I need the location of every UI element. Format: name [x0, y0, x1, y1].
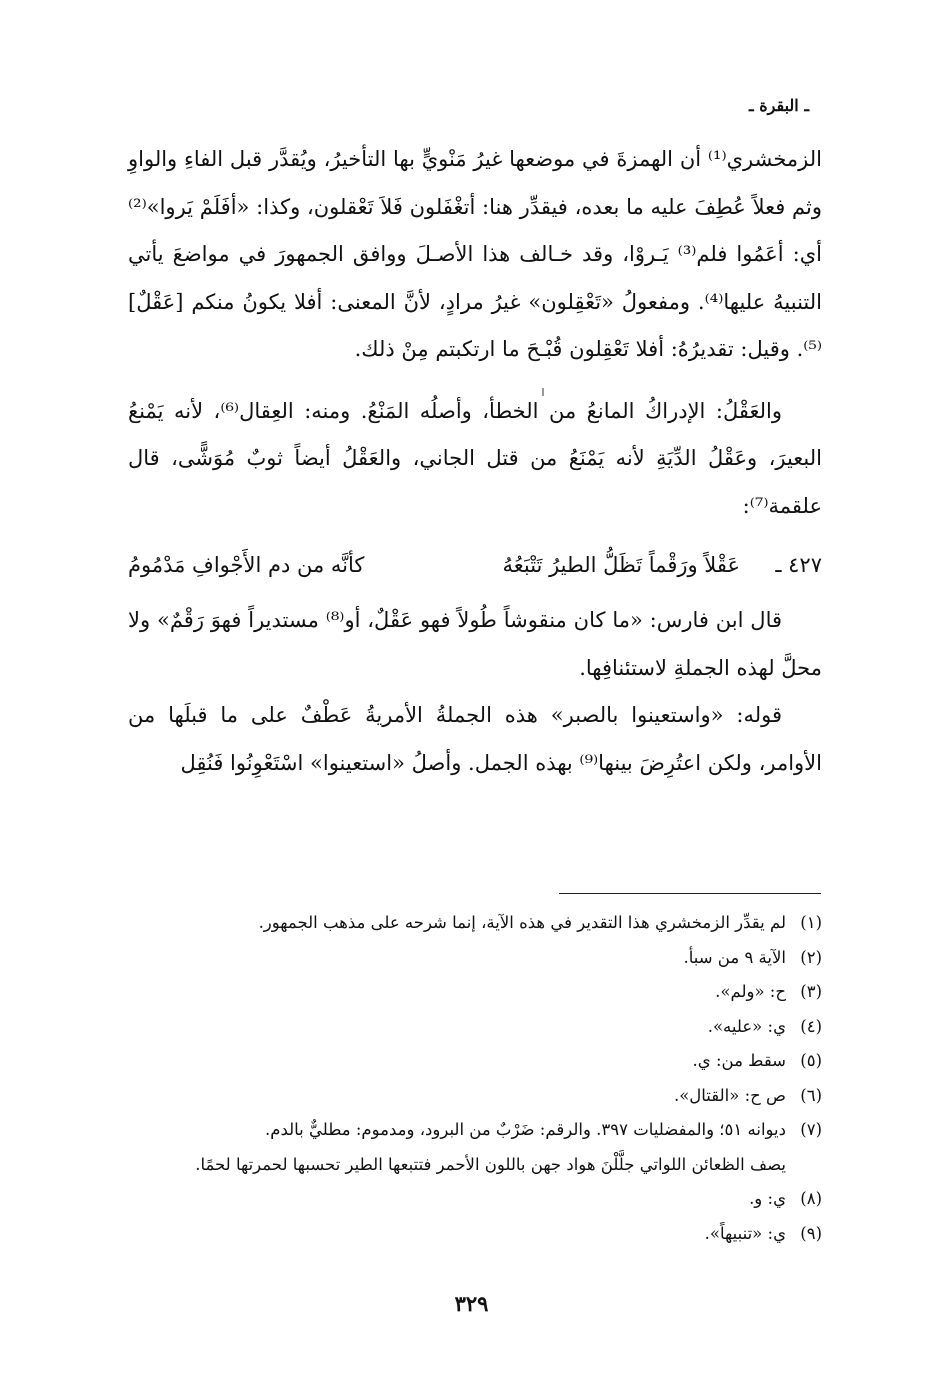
footnote-number: (٣): [800, 982, 822, 1001]
footnote-text: ص ح: «القتال».: [673, 1085, 786, 1105]
footnotes: [128, 906, 822, 1251]
print-speck: [542, 388, 544, 396]
running-header: ـ البقرة ـ: [749, 96, 809, 115]
footnote-number: (٦): [800, 1085, 822, 1105]
footnote-line: يصف الظعائن اللواتي جلَّلْنَ هواد جهن باللون الأحمر فتتبعها الطير تحسبها لحمرتها لحمًا.: [195, 1154, 786, 1174]
footnote-number: (١): [800, 913, 822, 932]
footnote-number: (٤): [800, 1016, 822, 1036]
paragraph: قال ابن فارس: «ما كان منقوشاً طُولاً فهو عَقْلٌ، أو⁽⁸⁾ مستديراً فهوَ رَقْمٌ» ولا محلَّ لهذه الجملةِ لاستئنافِها.: [128, 608, 822, 680]
footnote-text: ي: «تنبيهاً».: [704, 1223, 786, 1243]
paragraph: قوله: «واستعينوا بالصبر» هذه الجملةُ الأمريةُ عَطْفٌ على ما قبلَها من الأوامر، ولكن اعتُرِضَ بينها⁽⁹⁾ بهذه الجمل. وأصلُ «استعينوا» اسْتَعْوِنُوا فَنُقِل: [128, 703, 822, 775]
footnote: [128, 941, 822, 976]
footnote-separator: [559, 893, 821, 894]
footnote-text: ح: «ولم».: [715, 982, 786, 1001]
footnote-text: ي: و.: [749, 1189, 786, 1208]
verse-first-hemistich: عَقْلاً ورَقْماً تَظَلُّ الطيرُ تَتْبَعُهُ: [502, 553, 740, 577]
footnote: [128, 1182, 822, 1217]
footnote: [128, 1217, 822, 1252]
main-text: [128, 136, 822, 787]
paragraph: والعَقْلُ: الإدراكُ المانعُ من الخطأ، وأصلُه المَنْعُ. ومنه: العِقال⁽⁶⁾، لأنه يَمْنعُ البعيرَ، وعَقْلُ الدِّيَةِ لأنه يَمْنَعُ من قتل الجاني، والعَقْلُ أيضاً ثوبٌ مُوَشًّى، قال علقمة⁽⁷⁾:: [128, 398, 822, 518]
footnote-number: (٨): [800, 1189, 822, 1208]
footnote: [128, 1113, 822, 1182]
footnote-number: (٩): [800, 1223, 822, 1243]
footnote-number: (٢): [800, 947, 822, 967]
footnote-text: الآية ٩ من سبأ.: [683, 947, 786, 967]
footnote-text: لم يقدِّر الزمخشري هذا التقدير في هذه الآية، إنما شرحه على مذهب الجمهور.: [258, 913, 786, 932]
footnote-text: ي: «عليه».: [707, 1016, 786, 1036]
footnote-line: ديوانه ٥١؛ والمفضليات ٣٩٧. والرقم: ضَرْبٌ من البرود، ومدموم: مطليٌّ بالدم.: [265, 1120, 786, 1139]
footnote: [128, 975, 822, 1010]
page-number: ٣٢٩: [454, 1291, 489, 1316]
footnote: [128, 1079, 822, 1114]
footnote: [128, 1010, 822, 1045]
footnote-number: (٥): [800, 1051, 822, 1070]
footnote-text: سقط من: ي.: [692, 1051, 786, 1070]
verse-number: ٤٢٧ ـ: [775, 553, 822, 577]
footnote: [128, 906, 822, 941]
footnote-text: [128, 1113, 786, 1182]
poetry-verse: [128, 542, 822, 589]
paragraph: الزمخشري⁽¹⁾ أن الهمزةَ في موضعها غيرُ مَنْويٍّ بها التأخيرُ، ويُقدَّر قبل الفاءِ والواوِ وثم فعلاً عُطِفَ عليه ما بعده، فيقدِّر هنا: أتغْفَلون فَلاَ تَعْقلون، وكذا: «أفَلَمْ يَروا»⁽²⁾ أي: أعَمُوا فلم⁽³⁾ يَـروْا، وقد خـالف هذا الأصـلَ ووافق الجمهورَ في مواضعَ يأتي التنبيهُ عليها⁽⁴⁾. ومفعولُ «تَعْقِلون» غيرُ مرادٍ، لأنَّ المعنى: أفلا يكونُ منكم [عَقْلٌ]⁽⁵⁾. وقيل: تقديرُهُ: أفلا تَعْقِلون قُبْـحَ ما ارتكبتم مِنْ ذلك.: [128, 147, 823, 361]
verse-second-hemistich: كأنَّه من دم الأَجْوافِ مَدْمُومُ: [128, 553, 365, 577]
footnote: [128, 1044, 822, 1079]
footnote-number: (٧): [800, 1120, 822, 1139]
